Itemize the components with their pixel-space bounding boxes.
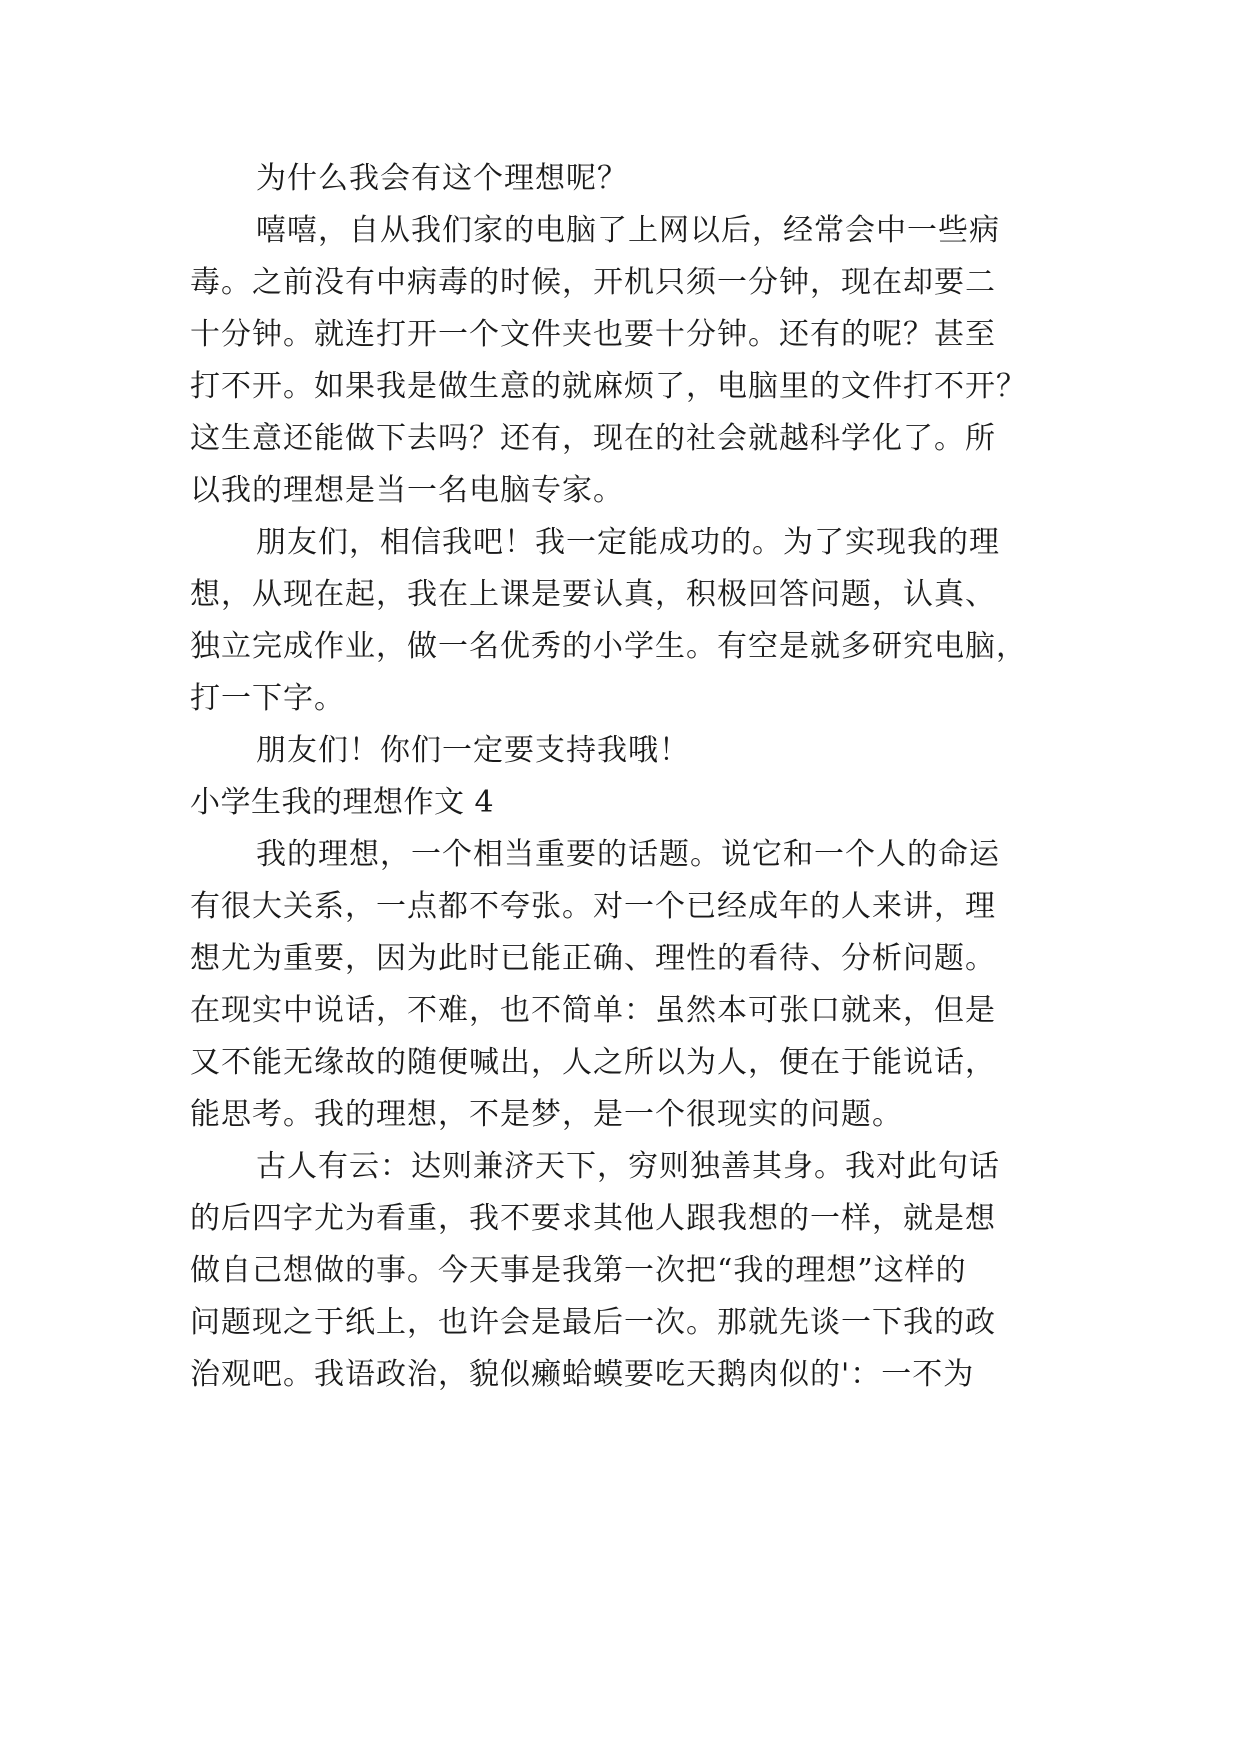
paragraph-line: 毒。之前没有中病毒的时候，开机只须一分钟，现在却要二 bbox=[190, 265, 996, 300]
paragraph-line: 古人有云：达则兼济天下，穷则独善其身。我对此句话 bbox=[256, 1149, 1000, 1184]
paragraph-line: 做自己想做的事。今天事是我第一次把“我的理想”这样的 bbox=[190, 1253, 967, 1288]
paragraph-line: 我的理想，一个相当重要的话题。说它和一个人的命运 bbox=[256, 837, 1000, 872]
paragraph-line: 问题现之于纸上，也许会是最后一次。那就先谈一下我的政 bbox=[190, 1305, 996, 1340]
paragraph-line: 有很大关系，一点都不夸张。对一个已经成年的人来讲，理 bbox=[190, 889, 996, 924]
paragraph-line: 独立完成作业，做一名优秀的小学生。有空是就多研究电脑， bbox=[190, 629, 1027, 664]
paragraph-line: 打不开。如果我是做生意的就麻烦了，电脑里的文件打不开？ bbox=[190, 369, 1027, 404]
paragraph-line: 打一下字。 bbox=[190, 681, 345, 716]
paragraph-line: 想，从现在起，我在上课是要认真，积极回答问题，认真、 bbox=[190, 577, 996, 612]
paragraph-line: 朋友们，相信我吧！我一定能成功的。为了实现我的理 bbox=[256, 525, 1000, 560]
paragraph-line: 这生意还能做下去吗？还有，现在的社会就越科学化了。所 bbox=[190, 421, 996, 456]
paragraph-line: 在现实中说话，不难，也不简单：虽然本可张口就来，但是 bbox=[190, 993, 996, 1028]
paragraph-line: 嘻嘻，自从我们家的电脑了上网以后，经常会中一些病 bbox=[256, 213, 1000, 248]
paragraph-line: 的后四字尤为看重，我不要求其他人跟我想的一样，就是想 bbox=[190, 1201, 996, 1236]
paragraph-line: 朋友们！你们一定要支持我哦！ bbox=[256, 733, 690, 768]
paragraph-line: 能思考。我的理想，不是梦，是一个很现实的问题。 bbox=[190, 1097, 903, 1132]
paragraph-line: 想尤为重要，因为此时已能正确、理性的看待、分析问题。 bbox=[190, 941, 996, 976]
paragraph-line: 为什么我会有这个理想呢？ bbox=[256, 161, 628, 196]
paragraph-line: 十分钟。就连打开一个文件夹也要十分钟。还有的呢？甚至 bbox=[190, 317, 996, 352]
section-heading: 小学生我的理想作文 4 bbox=[190, 785, 495, 820]
paragraph-line: 治观吧。我语政治，貌似癞蛤蟆要吃天鹅肉似的'：一不为 bbox=[190, 1357, 975, 1392]
paragraph-line: 以我的理想是当一名电脑专家。 bbox=[190, 473, 624, 508]
paragraph-line: 又不能无缘故的随便喊出，人之所以为人，便在于能说话， bbox=[190, 1045, 996, 1080]
